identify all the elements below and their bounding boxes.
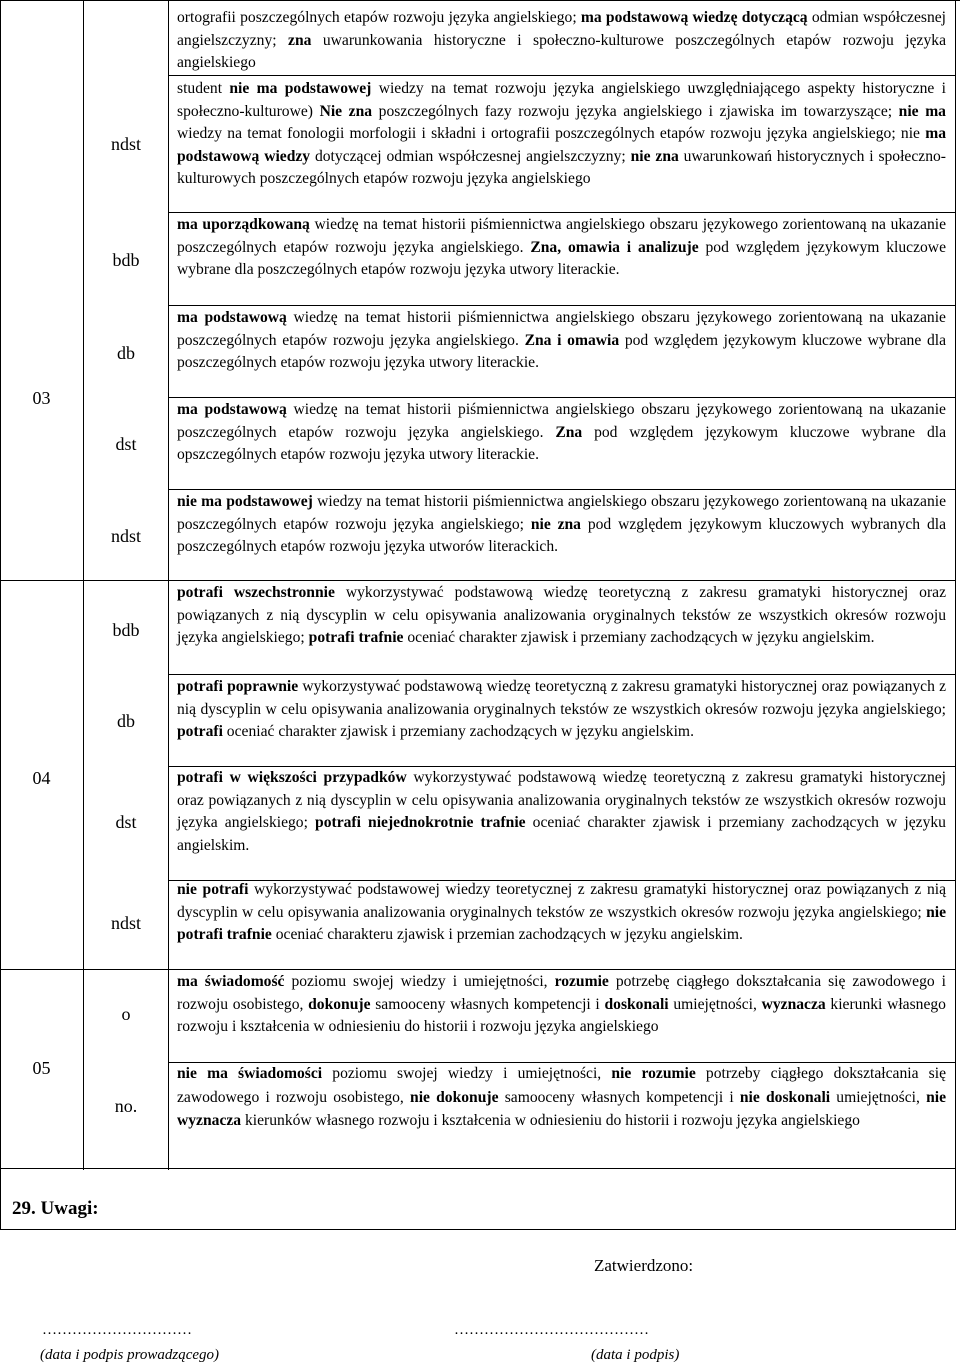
grade-label: db [117,343,135,363]
table-border-left [0,0,1,1170]
grade-label: ndst [110,526,141,546]
grade-label: bdb [112,250,140,270]
row-separator [169,674,956,675]
table-border-top [0,0,960,1]
uwagi-box-bottom [0,1229,956,1230]
criteria-text: potrafi wszechstronnie wykorzystywać podstawową wiedzę teoretyczną z zakresu gramatyki historycznej oraz powiązanych z nią dyscyplin w celu opisywania analizowania oryginalnych tekstów ze wszystkich okresów rozwoju języka angielskiego; potrafi trafnie oceniać charakter zjawisk i przemiany zachodzących w języku angielskim. [177,584,947,646]
grade-label: no. [114,1096,138,1116]
row-separator [169,397,956,398]
code-03: 03 [32,388,51,408]
criteria-text: nie potrafi wykorzystywać podstawowej wiedzy teoretycznej z zakresu gramatyki historycznej oraz powiązanych z nią dyscyplin w celu opisywania analizowania oryginalnych tekstów ze wszystkich okresów rozwoju języka angielskiego; nie potrafi trafnie oceniać charakteru zjawisk i przemian zachodzących w języku angielskim. [177,881,947,943]
grade-label: dst [115,812,137,832]
row-separator [169,75,956,76]
criteria-text: student nie ma podstawowej wiedzy na temat rozwoju języka angielskiego uwzględniającego aspekty historyczne i społeczno-kulturowe) Nie zna poszczególnych fazy rozwoju języka angielskiego i zjawiska im towarzyszące; nie ma wiedzy na temat fonologii morfologii i składni i ortografii poszczególnych etapów rozwoju języka angielskiego; nie ma podstawową wiedzy dotyczącej odmian współczesnej angielszczyzny; nie zna uwarunkowań historycznych i społeczno-kulturowych poszczególnych etapów rozwoju języka angielskiego [177,80,946,187]
criteria-text: nie ma podstawowej wiedzy na temat historii piśmiennictwa angielskiego obszaru językowego zorientowaną na ukazanie poszczególnych etapów rozwoju języka angielskiego; nie zna pod względem językowym kluczowych wybranych dla poszczególnych etapów rozwoju języka utworów literackich. [177,493,946,555]
signature-caption-left: (data i podpis prowadzącego) [40,1347,220,1363]
criteria-text: ma podstawową wiedzę na temat historii piśmiennictwa angielskiego obszaru językowego zorientowaną na ukazanie poszczególnych etapów rozwoju języka angielskiego. Zna pod względem językowym kluczowe wybrane dla opszczególnych etapów rozwoju języka utwory literackie. [177,401,946,463]
uwagi-box-left [0,1168,1,1230]
approved-label: Zatwierdzono: [594,1256,694,1275]
grade-label: ndst [110,134,141,154]
criteria-text: nie ma świadomości poziomu swojej wiedzy i umiejętności, nie rozumie potrzeby ciągłego dokształcania się zawodowego i rozwoju osobistego, nie dokonuje samooceny własnych kompetencji i nie doskonali umiejętności, nie wyznacza kierunków własnego rozwoju i kształcenia w odniesieniu do historii i rozwoju języka angielskiego [177,1065,946,1129]
grade-label: ndst [110,913,141,933]
criteria-text: ma podstawową wiedzę na temat historii piśmiennictwa angielskiego obszaru językowego zorientowaną na ukazanie poszczególnych etapów rozwoju języka angielskiego. Zna i omawia pod względem językowym kluczowe wybrane dla poszczególnych etapów rozwoju języka utwory literackie. [177,309,946,371]
uwagi-label: 29. Uwagi: [12,1198,99,1219]
grade-label: bdb [112,620,140,640]
criteria-text: ortografii poszczególnych etapów rozwoju języka angielskiego; ma podstawową wiedzę dotyczącą odmian współczesnej angielszczyzny; zna uwarunkowania historyczne i społeczno-kulturowe poszczególnych etapów rozwoju języka angielskiego [177,9,946,71]
row-separator [0,580,956,581]
row-separator [169,212,956,213]
grade-label: o [121,1004,131,1024]
criteria-text: potrafi poprawnie wykorzystywać podstawową wiedzę teoretyczną z zakresu gramatyki historycznej oraz powiązanych z nią dyscyplin w celu opisywania analizowania oryginalnych tekstów ze wszystkich okresów rozwoju języka angielskiego; potrafi oceniać charakter zjawisk i przemiany zachodzących w języku angielskim. [177,678,946,740]
code-05: 05 [32,1058,51,1078]
grade-label: dst [115,434,137,454]
table-border-right [955,0,956,1230]
signature-caption-right: (data i podpis) [591,1347,680,1363]
criteria-text: ma uporządkowaną wiedzę na temat historii piśmiennictwa angielskiego obszaru językowego zorientowaną na ukazanie poszczególnych etapów rozwoju języka angielskiego. Zna, omawia i analizuje pod względem językowym kluczowe wybrane dla poszczególnych etapów rozwoju języka utwory literackie. [177,216,946,278]
criteria-text: potrafi w większości przypadków wykorzystywać podstawową wiedzę teoretyczną z zakresu gramatyki historycznej oraz powiązanych z nią dyscyplin w celu opisywania analizowania oryginalnych tekstów ze wszystkich okresów rozwoju języka angielskiego; potrafi niejednokrotnie trafnie oceniać charakter zjawisk i przemiany zachodzących w języku angielskim. [177,769,946,854]
code-04: 04 [32,768,51,788]
col-divider-2 [168,0,169,1170]
grade-label: db [117,711,135,731]
col-divider-1 [83,0,84,1170]
table-border-bottom [0,1168,956,1169]
signature-line-left: ………………………… [42,1322,192,1338]
row-separator [0,969,956,970]
criteria-text: ma świadomość poziomu swojej wiedzy i umiejętności, rozumie potrzebę ciągłego dokształcania się zawodowego i rozwoju osobistego, dokonuje samooceny własnych kompetencji i doskonali umiejętności, wyznacza kierunki własnego rozwoju i kształcenia w odniesieniu do historii i rozwoju języka angielskiego [177,973,946,1035]
row-separator [169,489,956,490]
row-separator [169,305,956,306]
signature-line-right: ………………………………… [454,1322,649,1338]
